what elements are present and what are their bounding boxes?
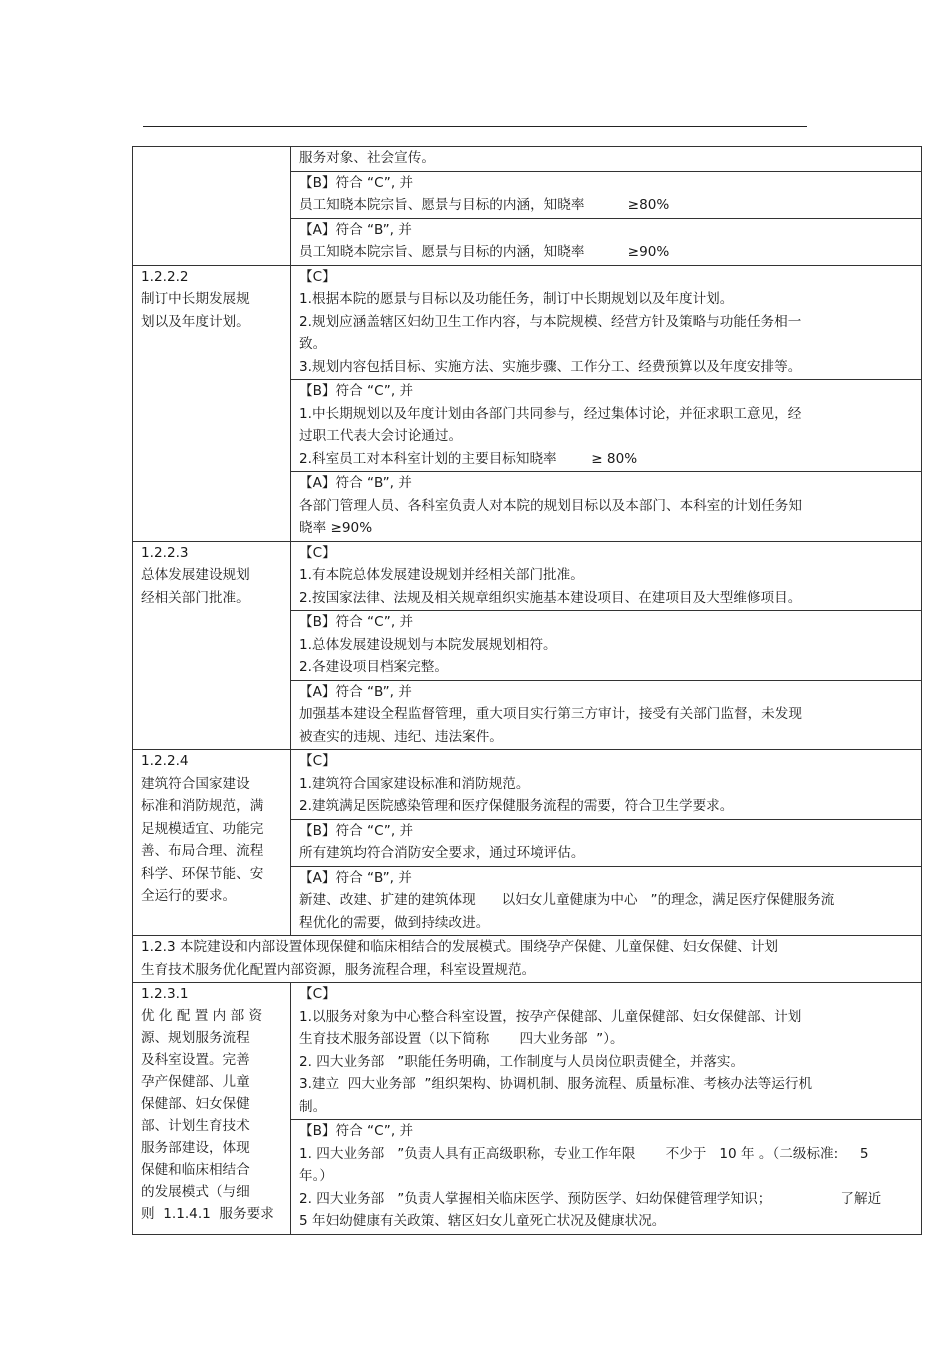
text-line: 2.按国家法律、法规及相关规章组织实施基本建设项目、在建项目及大型维修项目。 (299, 589, 802, 606)
text-line: 服务对象、社会宣传。 (299, 150, 435, 166)
item-text: 则 1.1.4.1 服务要求 (141, 1206, 274, 1222)
text-line: 制。 (299, 1098, 327, 1115)
text-line: 员工知晓本院宗旨、愿景与目标的内涵，知晓率 ≥80% (299, 197, 670, 213)
text-line: 1.总体发展建设规划与本院发展规划相符。 (299, 636, 557, 653)
criteria-cell (291, 218, 922, 265)
criteria-cell (291, 866, 922, 936)
item-text: 服务部建设，体现 (141, 1140, 250, 1156)
criteria-cell (291, 983, 922, 1120)
text-line: 【A】符合 “B”, 并 (299, 221, 412, 238)
table-row (133, 541, 922, 611)
criteria-cell (291, 680, 922, 750)
text-line: 生育技术服务优化配置内部资源，服务流程合理，科室设置规范。 (141, 961, 536, 978)
item-text: 划以及年度计划。 (141, 313, 250, 330)
text-line: 1.建筑符合国家建设标准和消防规范。 (299, 775, 530, 792)
text-line: 1.有本院总体发展建设规划并经相关部门批准。 (299, 567, 584, 583)
text-line: 致。 (299, 336, 327, 352)
item-text: 部、计划生育技术 (141, 1118, 250, 1134)
criteria-cell (291, 380, 922, 472)
text-line: 【C】 (299, 986, 336, 1002)
item-cell (133, 541, 291, 750)
item-text: 总体发展建设规划 (141, 567, 250, 583)
item-number: 1.2.2.2 (141, 268, 189, 285)
criteria-cell (291, 819, 922, 866)
criteria-cell (291, 147, 922, 172)
criteria-cell (291, 541, 922, 611)
text-line: 5 年妇幼健康有关政策、辖区妇女儿童死亡状况及健康状况。 (299, 1213, 666, 1229)
text-line: 1.根据本院的愿景与目标以及功能任务，制订中长期规划以及年度计划。 (299, 291, 734, 307)
section-row (133, 936, 922, 983)
text-line: 程优化的需要，做到持续改进。 (299, 914, 490, 931)
item-number: 1.2.2.3 (141, 544, 189, 561)
text-line: 【B】符合 “C”, 并 (299, 1123, 414, 1139)
table-row (133, 983, 922, 1120)
text-line: 【C】 (299, 268, 336, 285)
criteria-cell (291, 750, 922, 820)
text-line: 晓率 ≥90% (299, 520, 373, 536)
item-number: 1.2.3.1 (141, 986, 189, 1002)
text-line: 2.建筑满足医院感染管理和医疗保健服务流程的需要，符合卫生学要求。 (299, 798, 734, 814)
item-text: 标准和消防规范，满 (141, 798, 264, 814)
item-text: 建筑符合国家建设 (141, 775, 250, 792)
text-line: 【B】符合 “C”, 并 (299, 383, 414, 399)
text-line: 2.规划应涵盖辖区妇幼卫生工作内容，与本院规模、经营方针及策略与功能任务相一 (299, 313, 802, 330)
text-line: 过职工代表大会讨论通过。 (299, 428, 463, 444)
table-row (133, 750, 922, 820)
text-line: 生育技术服务部设置（以下简称 四大业务部 ”）。 (299, 1031, 624, 1047)
text-line: 【A】符合 “B”, 并 (299, 683, 412, 700)
item-text: 制订中长期发展规 (141, 291, 250, 307)
header-rule (143, 126, 807, 127)
table-row (133, 265, 922, 380)
item-text: 经相关部门批准。 (141, 589, 250, 606)
text-line: 2.各建设项目档案完整。 (299, 659, 448, 675)
text-line: 【B】符合 “C”, 并 (299, 822, 414, 839)
text-line: 1.中长期规划以及年度计划由各部门共同参与，经过集体讨论，并征求职工意见，经 (299, 405, 802, 422)
text-line: 【C】 (299, 544, 336, 561)
text-line: 1. 四大业务部 ”负责人具有正高级职称，专业工作年限 不少于 10 年 。（二级标准: 5 (299, 1145, 869, 1162)
item-text: 优 化 配 置 内 部 资 (141, 1008, 263, 1024)
item-text: 保健和临床相结合 (141, 1162, 250, 1178)
text-line: 【C】 (299, 753, 336, 769)
table-row (133, 147, 922, 172)
text-line: 2. 四大业务部 ”职能任务明确，工作制度与人员岗位职责健全，并落实。 (299, 1053, 745, 1070)
item-number: 1.2.2.4 (141, 753, 189, 769)
item-text: 的发展模式（与细 (141, 1184, 250, 1200)
text-line: 【B】符合 “C”, 并 (299, 174, 414, 191)
text-line: 2.科室员工对本科室计划的主要目标知晓率 ≥ 80% (299, 450, 638, 467)
text-line: 3.建立 四大业务部 ”组织架构、协调机制、服务流程、质量标准、考核办法等运行机 (299, 1076, 813, 1092)
text-line: 新建、改建、扩建的建筑体现 以妇女儿童健康为中心 ”的理念，满足医疗保健服务流 (299, 892, 835, 908)
text-line: 【A】符合 “B”, 并 (299, 475, 412, 491)
text-line: 加强基本建设全程监督管理，重大项目实行第三方审计，接受有关部门监督，未发现 (299, 706, 802, 722)
standards-table (132, 146, 922, 1235)
item-text: 源、规划服务流程 (141, 1030, 250, 1046)
text-line: 3.规划内容包括目标、实施方法、实施步骤、工作分工、经费预算以及年度安排等。 (299, 358, 802, 375)
text-line: 员工知晓本院宗旨、愿景与目标的内涵，知晓率 ≥90% (299, 244, 670, 260)
item-text: 及科室设置。完善 (141, 1052, 250, 1068)
section-heading (133, 936, 922, 983)
item-text: 保健部、妇女保健 (141, 1096, 250, 1112)
criteria-cell (291, 265, 922, 380)
text-line: 各部门管理人员、各科室负责人对本院的规划目标以及本部门、本科室的计划任务知 (299, 497, 802, 514)
item-cell (133, 147, 291, 266)
item-cell (133, 983, 291, 1235)
text-line: 所有建筑均符合消防安全要求，通过环境评估。 (299, 845, 585, 861)
text-line: 1.以服务对象为中心整合科室设置，按孕产保健部、儿童保健部、妇女保健部、计划 (299, 1008, 802, 1025)
item-text: 孕产保健部、儿童 (141, 1074, 250, 1090)
text-line: 【B】符合 “C”, 并 (299, 614, 414, 630)
text-line: 1.2.3 本院建设和内部设置体现保健和临床相结合的发展模式。围绕孕产保健、儿童保健、妇女保健、计划 (141, 939, 779, 955)
text-line: 年。） (299, 1168, 333, 1184)
criteria-cell (291, 1120, 922, 1235)
item-text: 善、布局合理、流程 (141, 843, 264, 859)
item-text: 全运行的要求。 (141, 888, 237, 904)
text-line: 【A】符合 “B”, 并 (299, 869, 412, 886)
criteria-cell (291, 611, 922, 681)
text-line: 2. 四大业务部 ”负责人掌握相关临床医学、预防医学、妇幼保健管理学知识； 了解近 (299, 1190, 882, 1207)
item-text: 科学、环保节能、安 (141, 865, 264, 882)
text-line: 被查实的违规、违纪、违法案件。 (299, 728, 503, 745)
item-cell (133, 750, 291, 936)
criteria-cell (291, 472, 922, 542)
item-cell (133, 265, 291, 541)
criteria-cell (291, 171, 922, 218)
item-text: 足规模适宜、功能完 (141, 820, 264, 837)
